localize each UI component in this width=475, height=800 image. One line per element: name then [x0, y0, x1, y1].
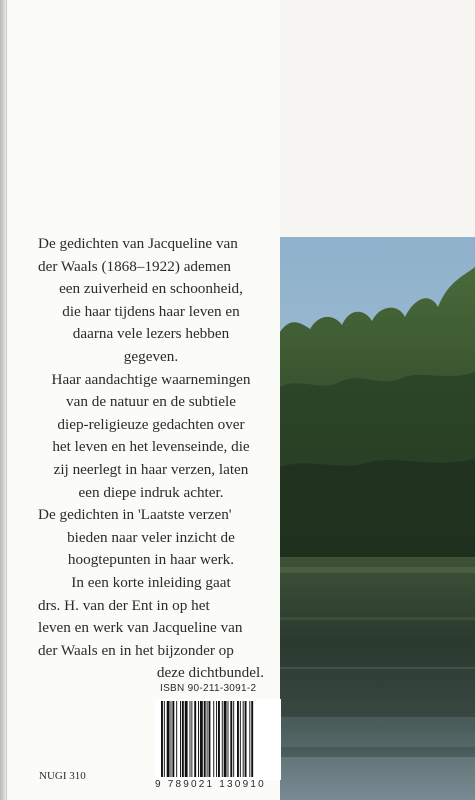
barcode-bar: [198, 701, 199, 777]
blurb-line: deze dichtbundel.: [156, 664, 264, 682]
barcode-bar: [172, 701, 174, 777]
barcode-bar: [180, 701, 181, 777]
barcode-bar: [218, 701, 220, 777]
barcode-bar: [245, 701, 247, 777]
blurb-text: [38, 233, 264, 685]
barcode-bar: [230, 701, 232, 777]
barcode: [155, 699, 281, 780]
barcode-bar: [216, 701, 217, 777]
blurb-line: hoogtepunten in haar werk.: [67, 551, 235, 569]
barcode-bar: [194, 701, 196, 777]
barcode-bar: [204, 701, 206, 777]
blurb-line: De gedichten in 'Laatste verzen': [38, 506, 232, 524]
blurb-line: het leven en het levenseinde, die: [52, 438, 250, 456]
blurb-line: Haar aandachtige waarnemingen: [51, 370, 251, 388]
barcode-bar: [200, 701, 203, 777]
nugi-code: NUGI 310: [39, 770, 86, 782]
blurb-line: bieden naar veler inzicht de: [67, 528, 235, 546]
blurb-line: De gedichten van Jacqueline van: [38, 235, 238, 252]
blurb-line: gegeven.: [123, 347, 179, 365]
barcode-bar: [161, 701, 163, 777]
barcode-bar: [240, 701, 241, 777]
blurb-line: der Waals (1868–1922) ademen: [38, 257, 231, 275]
barcode-bar: [164, 701, 165, 777]
barcode-bar: [209, 701, 211, 777]
barcode-bar: [167, 701, 170, 777]
barcode-bar: [190, 701, 191, 777]
river-landscape-image: [280, 237, 475, 800]
blurb-line: In een korte inleiding gaat: [71, 573, 231, 591]
landscape-photo: [280, 237, 475, 800]
barcode-bar: [233, 701, 234, 777]
barcode-bar: [182, 701, 184, 777]
barcode-bar: [185, 701, 188, 777]
blurb-line: leven en werk van Jacqueline van: [38, 619, 243, 637]
barcode-bar: [191, 701, 192, 777]
blurb-line: der Waals en in het bijzonder op: [38, 641, 234, 659]
barcode-bar: [176, 701, 177, 777]
barcode-bar: [171, 701, 172, 777]
blurb-line: een zuiverheid en schoonheid,: [59, 280, 243, 298]
blurb-line: drs. H. van der Ent in op het: [38, 596, 210, 614]
barcode-bar: [207, 701, 208, 777]
blurb-line: zij neerlegt in haar verzen, laten: [53, 460, 249, 478]
barcode-bar: [251, 701, 253, 777]
barcode-digits: 9 789021 130910: [155, 779, 266, 790]
cover-edge-line: [6, 0, 7, 800]
blurb-line: daarna vele lezers hebben: [72, 325, 230, 343]
barcode-bar: [243, 701, 244, 777]
blurb-line: diep-religieuze gedachten over: [57, 415, 245, 433]
blurb-line: van de natuur en de subtiele: [66, 393, 236, 411]
barcode-bar: [224, 701, 227, 777]
barcode-bars: [155, 699, 281, 780]
blurb-line: die haar tijdens haar leven en: [62, 302, 240, 320]
barcode-bar: [237, 701, 239, 777]
blurb-line: een diepe indruk achter.: [78, 483, 224, 501]
barcode-bar: [228, 701, 229, 777]
barcode-bar: [213, 701, 214, 777]
barcode-bar: [222, 701, 223, 777]
barcode-bar: [249, 701, 250, 777]
isbn-label: ISBN 90-211-3091-2: [160, 683, 257, 694]
